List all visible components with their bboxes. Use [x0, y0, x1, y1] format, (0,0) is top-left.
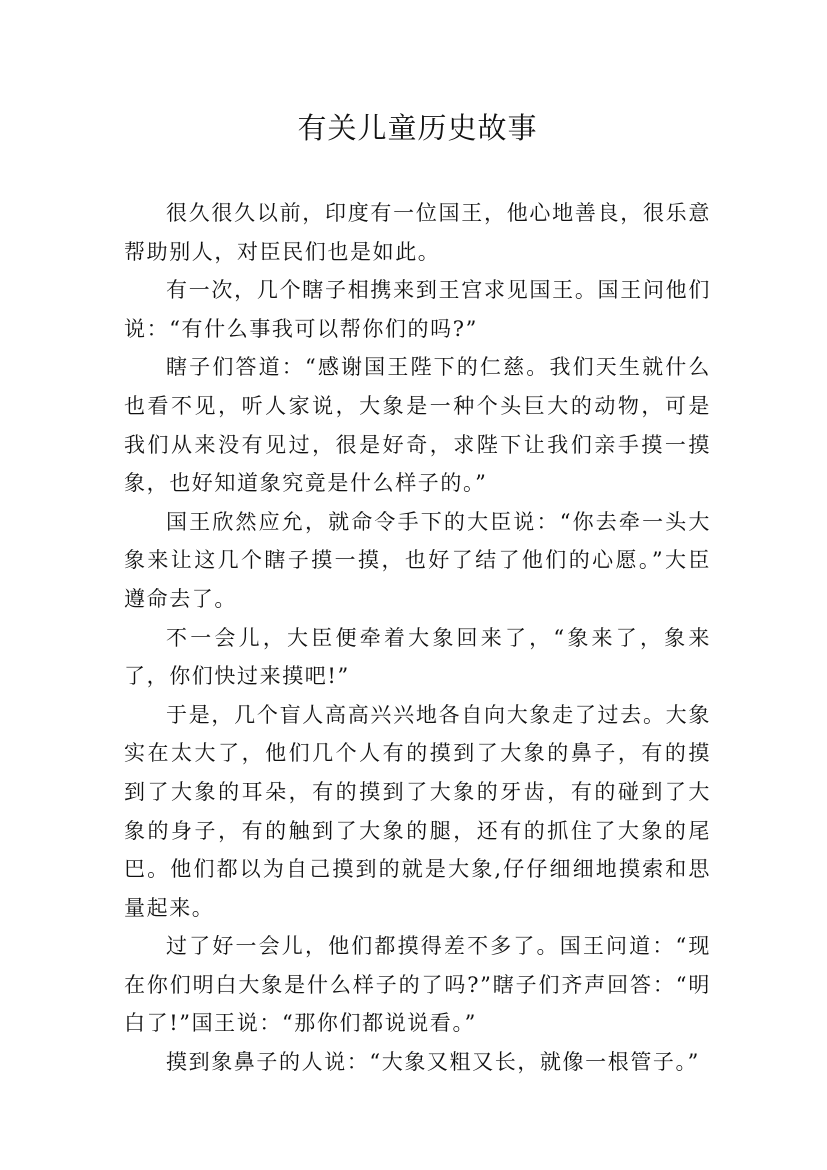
paragraph: 过了好一会儿，他们都摸得差不多了。国王问道：“现在你们明白大象是什么样子的了吗?”瞎子们齐声回答：“明白了!”国王说：“那你们都说说看。”	[124, 934, 711, 1036]
paragraph: 不一会儿，大臣便牵着大象回来了，“象来了，象来了，你们快过来摸吧!”	[124, 625, 711, 689]
paragraph: 于是，几个盲人高高兴兴地各自向大象走了过去。大象实在太大了，他们几个人有的摸到了大象的鼻子，有的摸到了大象的耳朵，有的摸到了大象的牙齿，有的碰到了大象的身子，有的触到了大象的腿，还有的抓住了大象的尾巴。他们都以为自己摸到的就是大象,仔仔细细地摸索和思量起来。	[124, 702, 711, 920]
paragraph: 很久很久以前，印度有一位国王，他心地善良，很乐意帮助别人，对臣民们也是如此。	[124, 201, 711, 264]
document-title: 有关儿童历史故事	[297, 111, 538, 145]
document-body	[124, 194, 711, 1082]
paragraph: 摸到象鼻子的人说：“大象又粗又长，就像一根管子。”	[166, 1050, 700, 1075]
paragraph: 国王欣然应允，就命令手下的大臣说：“你去牵一头大象来让这几个瞎子摸一摸，也好了结了他们的心愿。”大臣遵命去了。	[124, 509, 711, 611]
paragraph: 有一次，几个瞎子相携来到王宫求见国王。国王问他们说：“有什么事我可以帮你们的吗?”	[124, 278, 711, 341]
paragraph: 瞎子们答道：“感谢国王陛下的仁慈。我们天生就什么也看不见，听人家说，大象是一种个头巨大的动物，可是我们从来没有见过，很是好奇，求陛下让我们亲手摸一摸象，也好知道象究竟是什么样子的。”	[124, 355, 711, 496]
